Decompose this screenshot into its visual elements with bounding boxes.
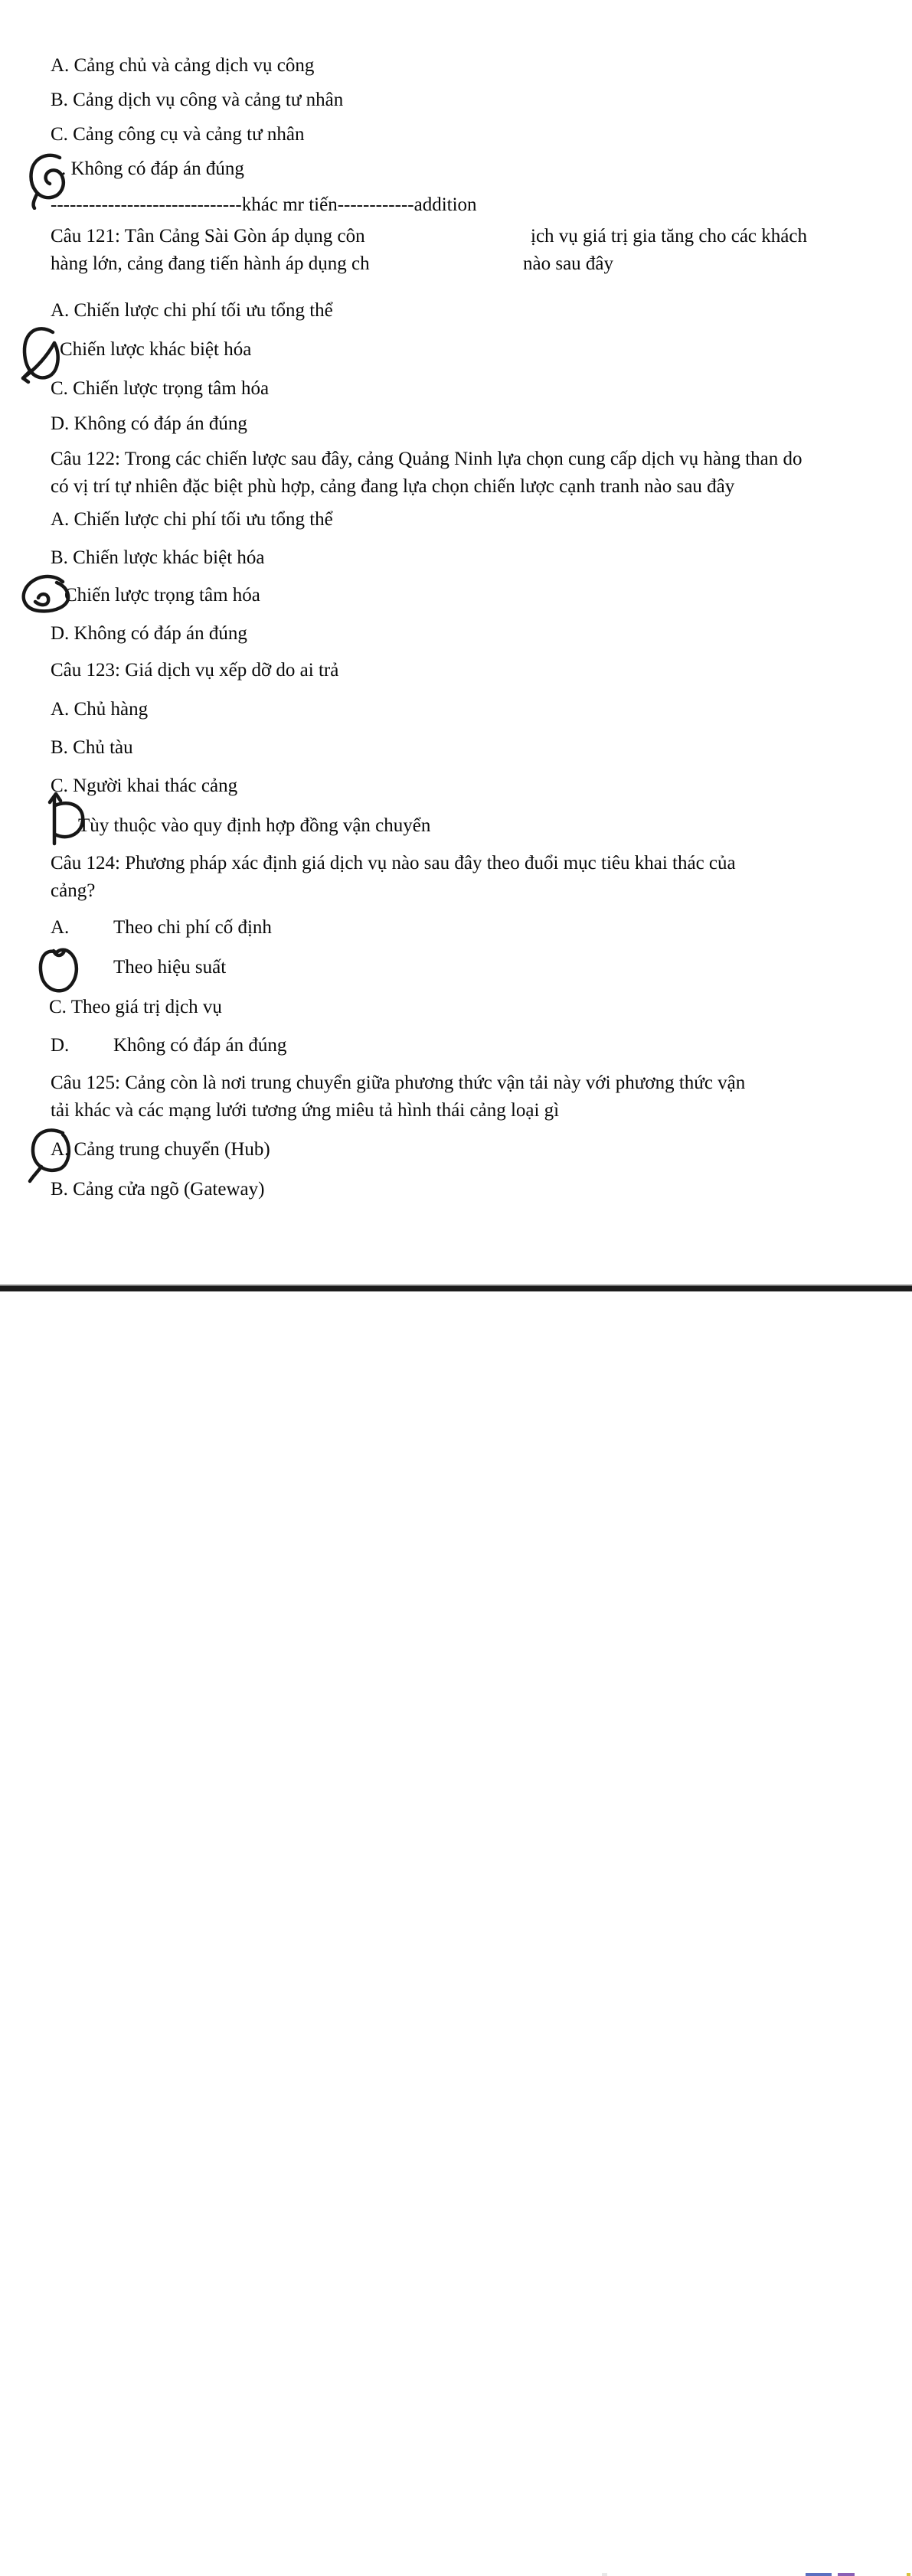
section-divider: ------------------------------khác mr tiến------------addition bbox=[51, 194, 477, 215]
q124-option-c: C. Theo giá trị dịch vụ bbox=[49, 997, 222, 1017]
q122-option-b: B. Chiến lược khác biệt hóa bbox=[51, 547, 265, 568]
q121-option-d: D. Không có đáp án đúng bbox=[51, 413, 247, 434]
q123-prompt: Câu 123: Giá dịch vụ xếp dỡ do ai trả bbox=[51, 660, 339, 681]
option-d-circled: . Không có đáp án đúng bbox=[61, 158, 244, 179]
q121-prompt-l2-left: hàng lớn, cảng đang tiến hành áp dụng ch bbox=[51, 253, 370, 274]
q124-prompt-l2: cảng? bbox=[51, 880, 96, 901]
q124-option-a-label: A. bbox=[51, 917, 70, 938]
q125-option-a-circled: A. Cảng trung chuyển (Hub) bbox=[51, 1139, 270, 1160]
q121-option-b-circled: Chiến lược khác biệt hóa bbox=[60, 339, 252, 360]
q121-prompt-l1-right: ịch vụ giá trị gia tăng cho các khách bbox=[531, 226, 807, 246]
q125-prompt-l2: tải khác và các mạng lưới tương ứng miêu tả hình thái cảng loại gì bbox=[51, 1100, 560, 1121]
q122-option-c-circled: Chiến lược trọng tâm hóa bbox=[64, 585, 260, 606]
option-b: B. Cảng dịch vụ công và cảng tư nhân bbox=[51, 90, 344, 110]
option-c: C. Cảng công cụ và cảng tư nhân bbox=[51, 124, 305, 145]
q124-option-d-label: D. bbox=[51, 1035, 70, 1056]
q125-prompt-l1: Câu 125: Cảng còn là nơi trung chuyển giữa phương thức vận tải này với phương thức vận bbox=[51, 1073, 746, 1093]
q121-option-c: C. Chiến lược trọng tâm hóa bbox=[51, 378, 270, 399]
q121-option-a: A. Chiến lược chi phí tối ưu tổng thể bbox=[51, 300, 333, 321]
q123-option-b: B. Chủ tàu bbox=[51, 737, 133, 758]
q125-option-b: B. Cảng cửa ngõ (Gateway) bbox=[51, 1179, 265, 1200]
taskbar-speck-yellow bbox=[907, 2573, 910, 2576]
q121-prompt-l2-right: nào sau đây bbox=[523, 253, 614, 274]
q122-option-a: A. Chiến lược chi phí tối ưu tổng thể bbox=[51, 509, 333, 530]
taskbar-speck-purple bbox=[838, 2573, 855, 2576]
q124-option-d bbox=[51, 1033, 286, 1058]
q124-option-a bbox=[51, 916, 272, 940]
q122-prompt-l2: có vị trí tự nhiên đặc biệt phù hợp, cảng đang lựa chọn chiến lược cạnh tranh nào sau đây bbox=[51, 476, 735, 497]
taskbar-edge[interactable] bbox=[0, 1285, 912, 1291]
q123-option-a: A. Chủ hàng bbox=[51, 699, 149, 720]
ink-circle-annotation bbox=[37, 946, 84, 997]
q123-option-d-circled: Tùy thuộc vào quy định hợp đồng vận chuyển bbox=[78, 815, 431, 836]
q124-option-d-text: Không có đáp án đúng bbox=[113, 1035, 287, 1056]
q122-option-d: D. Không có đáp án đúng bbox=[51, 623, 247, 644]
q123-option-c: C. Người khai thác cảng bbox=[51, 775, 238, 796]
q124-option-b-circled: Theo hiệu suất bbox=[113, 957, 227, 978]
q121-prompt-l1-left: Câu 121: Tân Cảng Sài Gòn áp dụng côn bbox=[51, 226, 365, 246]
q124-option-a-text: Theo chi phí cố định bbox=[113, 917, 272, 938]
q124-prompt-l1: Câu 124: Phương pháp xác định giá dịch vụ nào sau đây theo đuổi mục tiêu khai thác của bbox=[51, 853, 736, 873]
taskbar-speck-blue bbox=[806, 2573, 832, 2576]
option-a: A. Cảng chủ và cảng dịch vụ công bbox=[51, 55, 315, 76]
taskbar-notch bbox=[602, 2573, 607, 2576]
q122-prompt-l1: Câu 122: Trong các chiến lược sau đây, cảng Quảng Ninh lựa chọn cung cấp dịch vụ hàng than do bbox=[51, 449, 802, 469]
